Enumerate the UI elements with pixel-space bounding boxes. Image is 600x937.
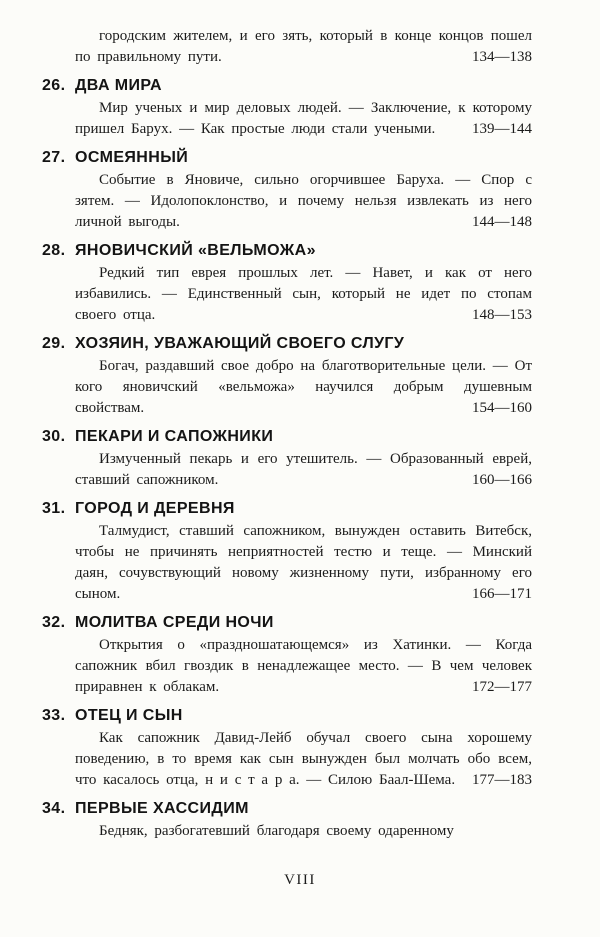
entry-number: 29. [42, 335, 66, 352]
page-range: 177—183 [472, 772, 532, 788]
entry-header [42, 75, 532, 96]
toc-entry [42, 75, 532, 140]
entry-description-text: Редкий тип еврея прошлых лет. — Навет, и как от него избавились. — Единственный сын, который не идет по стопам своего отца. [75, 265, 532, 323]
page-number: VIII [284, 872, 316, 888]
page-range: 148—153 [472, 307, 532, 323]
page-range: 144—148 [472, 214, 532, 230]
entry-description-text: Бедняк, разбогатевший благодаря своему одаренному [99, 823, 454, 839]
entry-header [42, 798, 532, 819]
entry-number: 33. [42, 707, 66, 724]
entry-description-text: Измученный пекарь и его утешитель. — Образованный еврей, ставший сапожником. [75, 451, 532, 488]
entry-header [42, 147, 532, 168]
entry-description [75, 449, 532, 491]
continuation-paragraph [75, 26, 532, 68]
entry-number: 32. [42, 614, 66, 631]
entry-description-text: Открытия о «праздношатающемся» из Хатинки. — Когда сапожник вбил гвоздик в ненадлежащее место. — В чем человек приравнен к облакам. [75, 637, 532, 695]
entry-number: 26. [42, 77, 66, 94]
entry-title: ЯНОВИЧСКИЙ «ВЕЛЬМОЖА» [75, 242, 316, 259]
entry-number: 31. [42, 500, 66, 517]
toc-entry [42, 798, 532, 842]
toc-entry [42, 498, 532, 605]
entry-title: ДВА МИРА [75, 77, 163, 94]
entry-number: 27. [42, 149, 66, 166]
entry-title: ОТЕЦ И СЫН [75, 707, 183, 724]
entry-header [42, 426, 532, 447]
entry-description [75, 170, 532, 233]
entry-description [75, 728, 532, 791]
entry-header [42, 240, 532, 261]
entry-description-text: Мир ученых и мир деловых людей. — Заключение, к которому пришел Барух. — Как простые люди стали учеными. [75, 100, 532, 137]
entry-description [75, 263, 532, 326]
page-range: 160—166 [472, 472, 532, 488]
toc-entry [42, 240, 532, 326]
page-range: 166—171 [472, 586, 532, 602]
entry-description [75, 635, 532, 698]
continuation-text: городским жителем, и его зять, который в конце концов пошел по правильному пути. [75, 28, 532, 65]
toc-entry [42, 426, 532, 491]
entry-description [75, 356, 532, 419]
page-range: 139—144 [472, 121, 532, 137]
entry-header [42, 612, 532, 633]
entry-description [75, 98, 532, 140]
page-range: 172—177 [472, 679, 532, 695]
entry-header [42, 333, 532, 354]
toc-entry [42, 333, 532, 419]
toc-entry [42, 147, 532, 233]
entry-number: 34. [42, 800, 66, 817]
entry-title: ГОРОД И ДЕРЕВНЯ [75, 500, 235, 517]
entry-header [42, 705, 532, 726]
page-range: 154—160 [472, 400, 532, 416]
entry-title: МОЛИТВА СРЕДИ НОЧИ [75, 614, 274, 631]
entry-description-text: Событие в Яновиче, сильно огорчившее Баруха. — Спор с зятем. — Идолопоклонство, и почему нельзя извлекать из него личной выгоды. [75, 172, 532, 230]
page-range: 134—138 [472, 49, 532, 65]
toc-entry [42, 612, 532, 698]
entry-description-text: Как сапожник Давид-Лейб обучал своего сына хорошему поведению, в то время как сын вынужден был молчать обо всем, что касалось отца, н и с т а р а. — Силою Баал-Шема. [75, 730, 532, 788]
entry-description-text: Богач, раздавший свое добро на благотворительные цели. — От кого яновичский «вельможа» научился добрым душевным свойствам. [75, 358, 532, 416]
entry-description [75, 821, 532, 842]
entry-number: 28. [42, 242, 66, 259]
entry-title: ПЕКАРИ И САПОЖНИКИ [75, 428, 274, 445]
toc-entry [42, 705, 532, 791]
entry-header [42, 498, 532, 519]
entry-number: 30. [42, 428, 66, 445]
entry-title: ОСМЕЯННЫЙ [75, 149, 189, 166]
entry-description [75, 521, 532, 605]
entry-title: ПЕРВЫЕ ХАССИДИМ [75, 800, 249, 817]
entry-description-text: Талмудист, ставший сапожником, вынужден оставить Витебск, чтобы не причинять неприятностей тестю и теще. — Минский даян, сочувствующий новому жизненному пути, избранному его сыном. [75, 523, 532, 602]
entry-title: ХОЗЯИН, УВАЖАЮЩИЙ СВОЕГО СЛУГУ [75, 335, 405, 352]
